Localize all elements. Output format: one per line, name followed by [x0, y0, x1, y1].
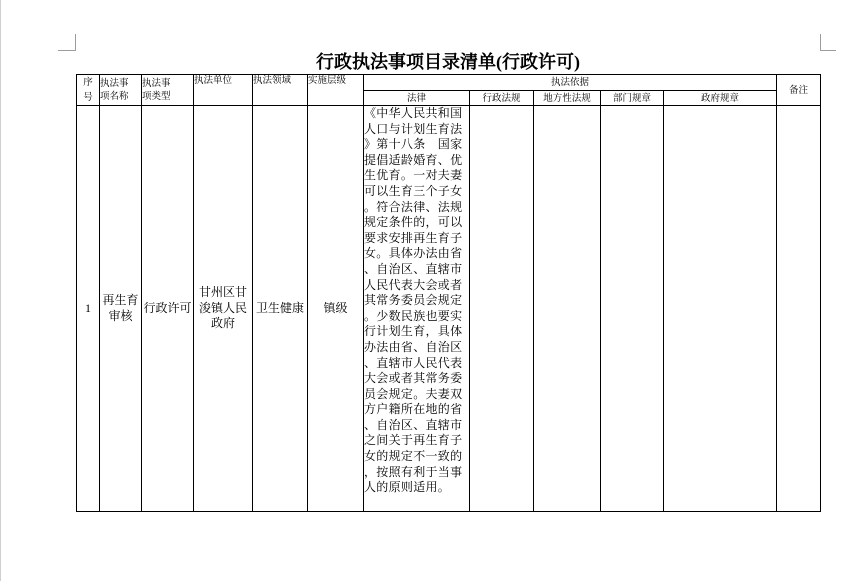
cell-dept-rule: [601, 106, 664, 512]
cell-level: 镇级: [308, 106, 364, 512]
cell-remarks: [777, 106, 821, 512]
cell-item-name: [100, 106, 142, 512]
cell-law: [364, 106, 470, 512]
cell-local-regulation: [534, 106, 601, 512]
law-text-line: 大会或者其常务委: [364, 371, 463, 386]
law-text-line: 》第十八条 国家: [364, 137, 463, 152]
law-text-line: 之间关于再生育子: [364, 433, 463, 448]
corner-crop-mark-top-left-vertical: [75, 34, 76, 51]
corner-crop-mark-top-right-vertical: [820, 34, 821, 51]
header-row-1: [77, 75, 821, 91]
enforcement-items-table: [76, 74, 821, 512]
law-text-line: ，按照有利于当事: [364, 464, 463, 479]
law-text-line: 、自治区、直辖市: [364, 417, 463, 432]
header-remarks: 备注: [777, 75, 821, 106]
law-text-line: 其常务委员会规定: [364, 293, 463, 308]
header-item-type-line: 项类型: [142, 91, 171, 102]
cell-unit-line: 甘州区甘: [198, 285, 247, 300]
law-text-line: 要求安排再生育子: [364, 230, 463, 245]
law-text-line: 办法由省、自治区: [364, 339, 463, 354]
law-text-line: 可以生育三个子女: [364, 183, 463, 198]
header-basis-gov-rule: 政府规章: [664, 91, 777, 106]
document-title: 行政执法事项目录清单(行政许可): [316, 52, 580, 72]
corner-crop-mark-top-right-horizontal: [820, 50, 836, 51]
law-text-line: 。少数民族也要实: [364, 308, 463, 323]
law-text-line: 人民代表大会或者: [364, 277, 463, 292]
cell-field: 卫生健康: [253, 106, 308, 512]
law-text-line: 《中华人民共和国: [364, 106, 463, 120]
header-item-type: [142, 75, 194, 106]
header-field: 执法领域: [253, 75, 308, 106]
cell-admin-regulation: [470, 106, 534, 512]
header-level: 实施层级: [308, 75, 364, 106]
header-seq-line: 号: [83, 92, 93, 103]
corner-crop-mark-top-left-horizontal: [58, 50, 76, 51]
law-text-line: 女。具体办法由省: [364, 246, 463, 261]
header-basis-admin-regulation: 行政法规: [470, 91, 534, 106]
cell-item-name-line: 审核: [108, 308, 133, 323]
law-text-line: 规定条件的，可以: [364, 215, 463, 230]
header-basis-dept-rule: 部门规章: [601, 91, 664, 106]
cell-item-name-line: 再生育: [102, 293, 139, 307]
header-basis-local-regulation: 地方性法规: [534, 91, 601, 106]
law-text-line: 提倡适龄婚育、优: [364, 152, 463, 167]
law-text-line: 行计划生育，具体: [364, 324, 463, 339]
law-text-line: 人口与计划生育法: [364, 121, 463, 136]
header-item-name: [100, 75, 142, 106]
table-row: [77, 106, 821, 512]
page-left-edge: [0, 0, 1, 581]
header-basis: 执法依据: [364, 75, 777, 91]
law-text-line: 人的原则适用。: [364, 480, 451, 495]
law-text-line: 方户籍所在地的省: [364, 402, 463, 417]
cell-seq: 1: [77, 106, 100, 512]
law-text-line: 。符合法律、法规: [364, 199, 463, 214]
header-item-name-line: 项名称: [100, 91, 129, 102]
law-text-line: 员会规定。夫妻双: [364, 386, 463, 401]
header-item-type-line: 执法事: [142, 78, 171, 89]
header-seq: [77, 75, 100, 106]
cell-gov-rule: [664, 106, 777, 512]
law-text-line: 女的规定不一致的: [364, 449, 463, 464]
header-seq-line: 序: [83, 77, 93, 88]
cell-unit-line: 浚镇人民: [198, 300, 247, 315]
header-item-name-line: 执法事: [100, 78, 129, 89]
law-text-line: 生优育。一对夫妻: [364, 168, 463, 183]
header-basis-law: 法律: [364, 91, 470, 106]
cell-unit-line: 政府: [210, 316, 235, 331]
cell-unit: [194, 106, 253, 512]
header-unit: 执法单位: [194, 75, 253, 106]
law-text-line: 、直辖市人民代表: [364, 355, 463, 370]
law-text-line: 、自治区、直辖市: [364, 261, 463, 276]
cell-item-type: 行政许可: [142, 106, 194, 512]
